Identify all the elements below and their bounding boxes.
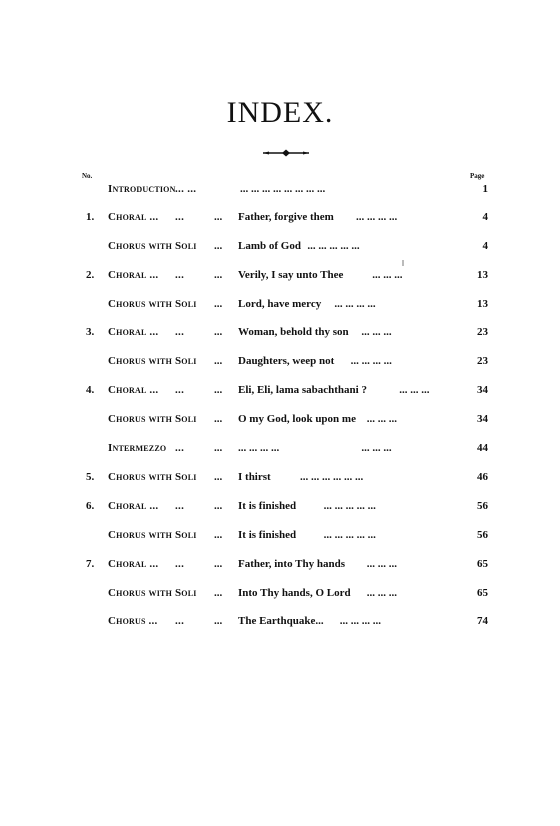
entry-form: Choral ... [108, 384, 159, 396]
entry-filler-dots: ... [175, 269, 185, 281]
entry-leader-dots: ... [214, 529, 223, 541]
entry-leader-dots: ... [214, 413, 223, 425]
table-row [0, 323, 560, 341]
entry-leader-dots: ... [214, 587, 223, 599]
entry-form: Chorus ... [108, 615, 158, 627]
entry-page-number: 13 [477, 269, 488, 281]
entry-page-number: 56 [477, 500, 488, 512]
entry-page-number: 4 [482, 211, 488, 223]
entry-title: Daughters, weep not [238, 355, 335, 367]
entry-leader-dots: ... [214, 269, 223, 281]
entry-title: Verily, I say unto Thee [238, 269, 344, 281]
entry-title: Into Thy hands, O Lord [238, 587, 351, 599]
entry-filler-dots: ... [175, 558, 185, 570]
entry-filler-dots: ... [175, 384, 185, 396]
table-row [0, 439, 560, 457]
entry-filler-dots: ... ... [175, 183, 197, 195]
entry-trailing-dots: ... ... ... [366, 558, 398, 570]
entry-trailing-dots: ... ... ... [361, 326, 392, 338]
entry-number: 3. [86, 326, 95, 338]
entry-leader-dots: ... [214, 240, 223, 252]
entry-leader-dots: ... [214, 384, 223, 396]
table-row [0, 266, 560, 284]
table-row [0, 584, 560, 602]
entry-number: 5. [86, 471, 95, 483]
entry-trailing-dots: ... ... ... ... ... [323, 529, 376, 541]
entry-title: I thirst [238, 471, 271, 483]
entry-page-number: 65 [477, 558, 488, 570]
table-row [0, 237, 560, 255]
entry-number: 6. [86, 500, 95, 512]
entry-filler-dots: ... [175, 326, 185, 338]
entry-filler-dots: ... [175, 211, 185, 223]
ornament-divider [263, 148, 309, 158]
entry-trailing-dots: ... ... ... ... ... [307, 240, 360, 252]
entry-trailing-dots: ... ... ... [366, 587, 398, 599]
entry-form: Intermezzo [108, 442, 167, 454]
table-row [0, 208, 560, 226]
entry-leader-dots: ... [214, 442, 223, 454]
entry-form: Chorus with Soli [108, 298, 197, 310]
entry-page-number: 23 [477, 355, 488, 367]
entry-trailing-dots: ... ... ... ... [356, 211, 398, 223]
entry-page-number: 74 [477, 615, 488, 627]
entry-title: ... ... ... ... [238, 442, 280, 454]
entry-page-number: 1 [482, 183, 488, 195]
entry-form: Chorus with Soli [108, 587, 197, 599]
column-header-page: Page [470, 172, 485, 180]
entry-leader-dots: ... [214, 500, 223, 512]
entry-form: Choral ... [108, 500, 159, 512]
column-header-number: No. [82, 172, 93, 180]
entry-title: It is finished [238, 500, 297, 512]
entry-leader-dots: ... [214, 558, 223, 570]
entry-form: Chorus with Soli [108, 529, 197, 541]
page-title: INDEX. [226, 96, 334, 129]
entry-leader-dots: ... [214, 471, 223, 483]
entry-title: Lord, have mercy [238, 298, 322, 310]
entry-trailing-dots: ... ... ... ... [339, 615, 382, 627]
entry-form: Choral ... [108, 211, 159, 223]
entry-form: Chorus with Soli [108, 240, 197, 252]
entry-title: Woman, behold thy son [238, 326, 349, 338]
entry-trailing-dots: ... ... ... ... ... ... [300, 471, 364, 483]
entry-number: 1. [86, 211, 95, 223]
entry-leader-dots: ... [214, 355, 223, 367]
table-row [0, 410, 560, 428]
table-row [0, 295, 560, 313]
entry-filler-dots: ... [175, 615, 185, 627]
table-row [0, 612, 560, 630]
entry-filler-dots: ... [175, 442, 185, 454]
entry-page-number: 4 [482, 240, 488, 252]
entry-title: The Earthquake... [238, 615, 324, 627]
entry-page-number: 23 [477, 326, 488, 338]
table-row [0, 381, 560, 399]
entry-title: Father, forgive them [238, 211, 334, 223]
entry-page-number: 13 [477, 298, 488, 310]
entry-title: Lamb of God [238, 240, 301, 252]
entry-leader-dots: ... [214, 298, 223, 310]
table-row [0, 468, 560, 486]
entry-number: 7. [86, 558, 95, 570]
entry-leader-dots: ... [214, 615, 223, 627]
entry-title: It is finished [238, 529, 297, 541]
table-row [0, 180, 560, 198]
entry-trailing-dots: ... ... ... ... [350, 355, 392, 367]
entry-number: 4. [86, 384, 95, 396]
entry-page-number: 46 [477, 471, 488, 483]
entry-page-number: 56 [477, 529, 488, 541]
entry-form: Chorus with Soli [108, 471, 197, 483]
table-row [0, 555, 560, 573]
entry-trailing-dots: ... ... ... ... ... [323, 500, 376, 512]
entry-number: 2. [86, 269, 95, 281]
entry-trailing-dots: ... ... ... [399, 384, 430, 396]
entry-title: O my God, look upon me [238, 413, 356, 425]
entry-form: Choral ... [108, 269, 159, 281]
entry-form: Choral ... [108, 558, 159, 570]
entry-filler-dots: ... [175, 500, 185, 512]
entry-title: Father, into Thy hands [238, 558, 345, 570]
entry-page-number: 44 [477, 442, 488, 454]
entry-trailing-dots: ... ... ... [372, 269, 403, 281]
table-row [0, 352, 560, 370]
entry-page-number: 34 [477, 384, 488, 396]
entry-page-number: 65 [477, 587, 488, 599]
table-row [0, 497, 560, 515]
entry-trailing-dots: ... ... ... [366, 413, 398, 425]
entry-form: Choral ... [108, 326, 159, 338]
entry-leader-dots: ... [214, 211, 223, 223]
table-row [0, 526, 560, 544]
entry-form: Chorus with Soli [108, 355, 197, 367]
entry-page-number: 34 [477, 413, 488, 425]
entry-leader-dots: ... [214, 326, 223, 338]
entry-trailing-dots: ... ... ... ... ... ... ... ... [240, 183, 326, 195]
entry-trailing-dots: ... ... ... [361, 442, 392, 454]
entry-title: Eli, Eli, lama sabachthani ? [238, 384, 367, 396]
entry-form: Chorus with Soli [108, 413, 197, 425]
entry-trailing-dots: ... ... ... ... [334, 298, 376, 310]
entry-form: Introduction [108, 183, 176, 195]
